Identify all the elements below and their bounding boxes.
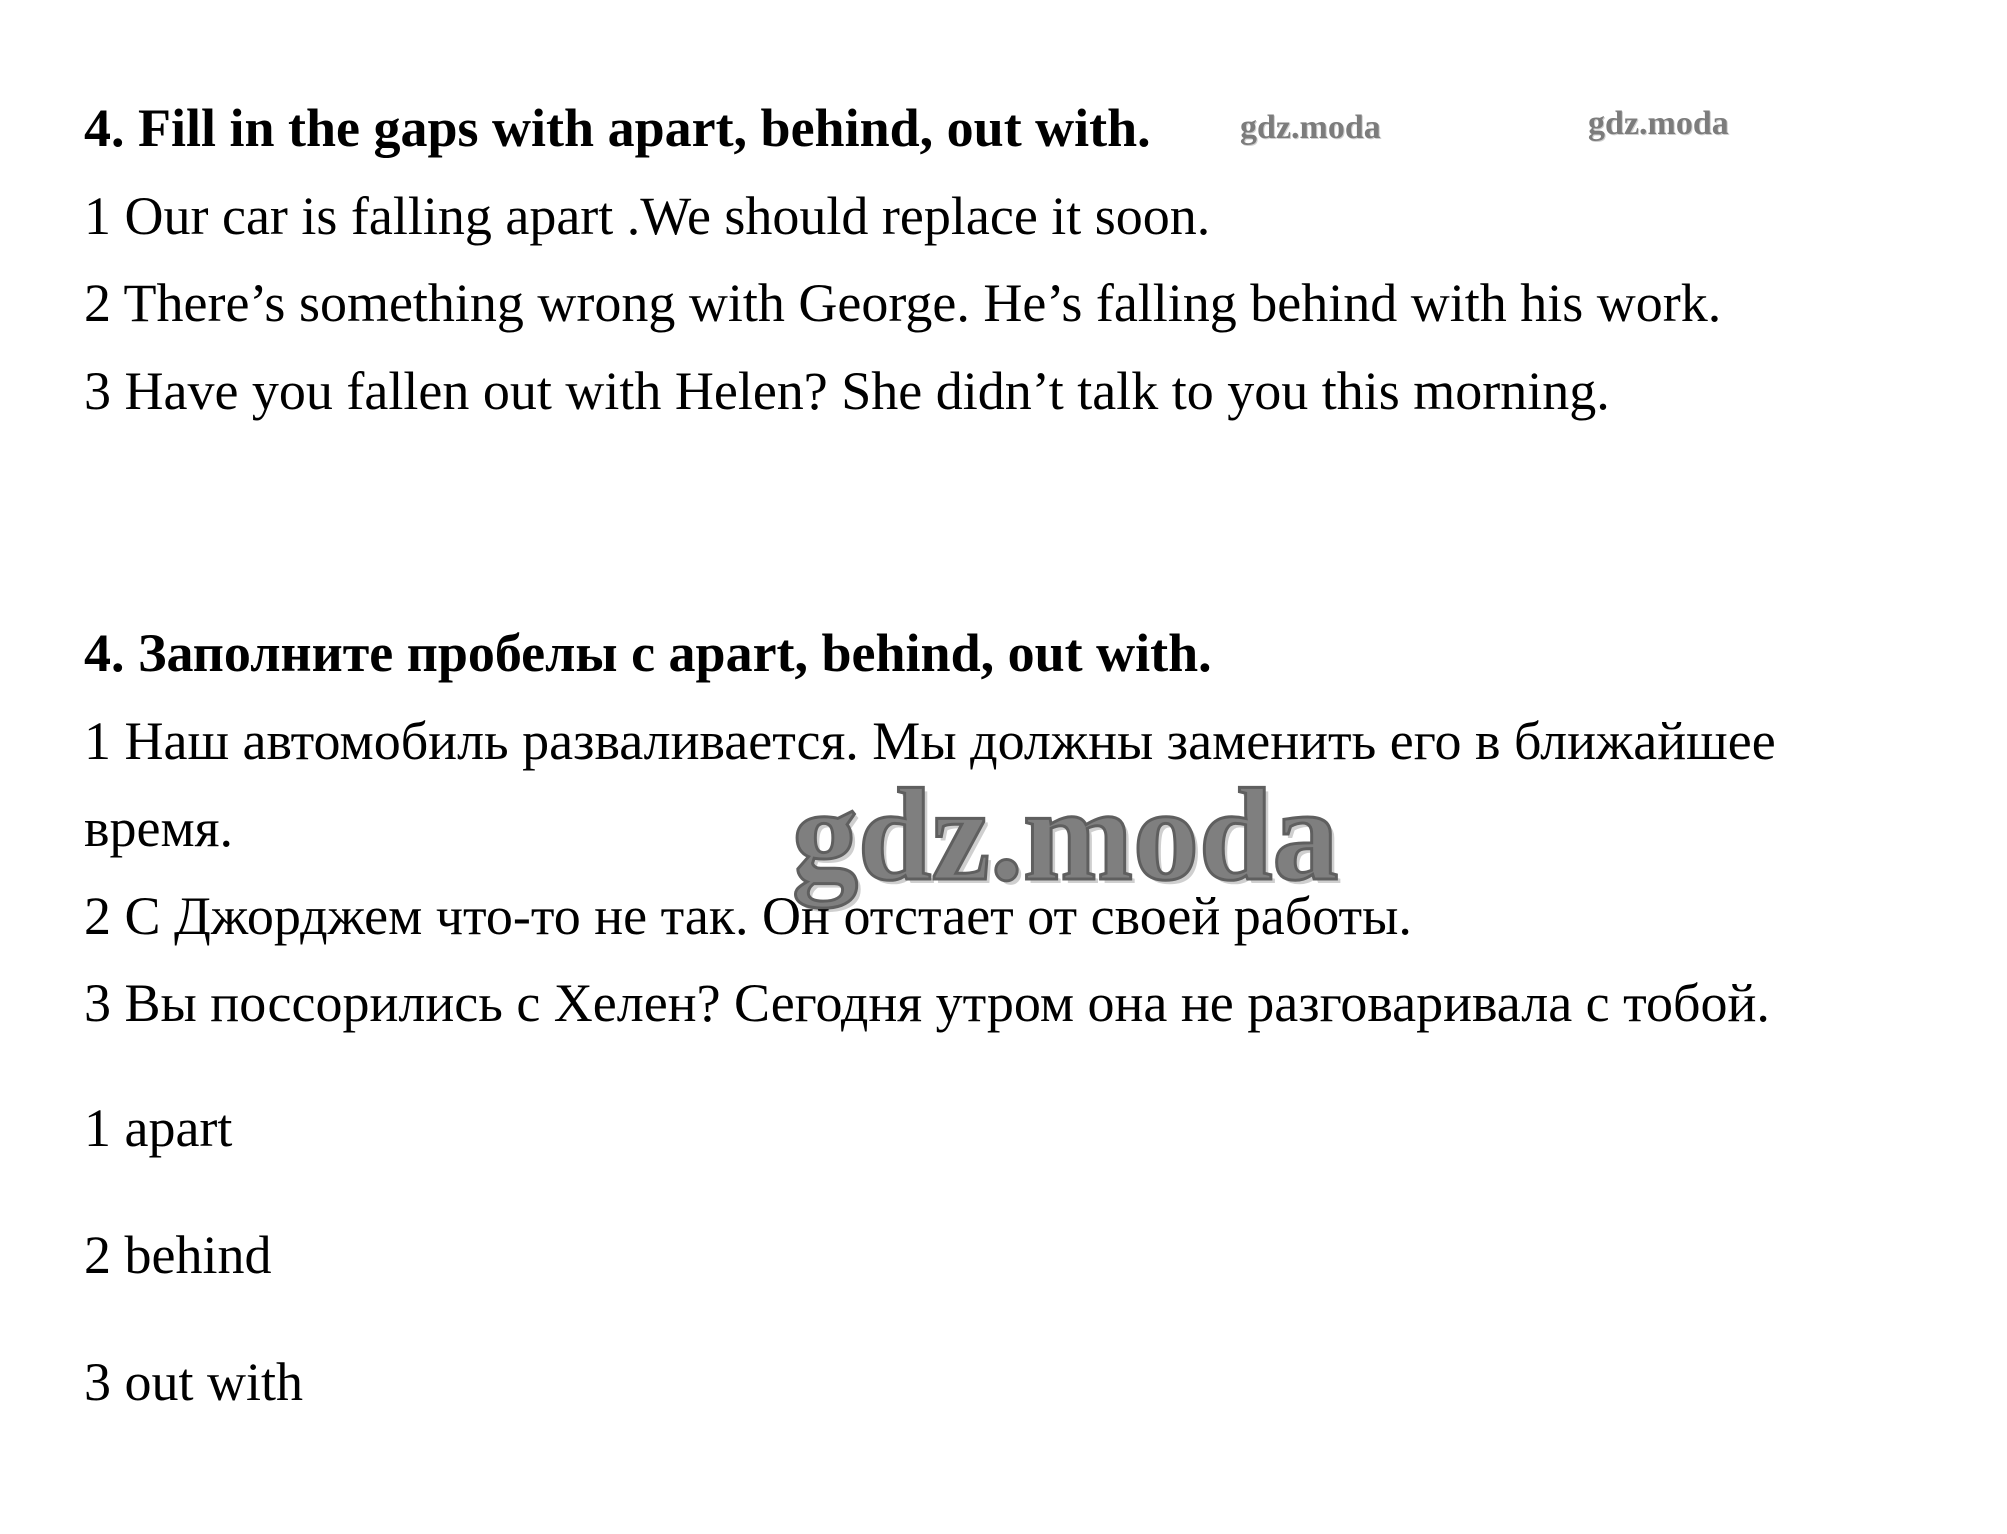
- english-sentence-2: 2 There’s something wrong with George. He’s falling behind with his work.: [84, 273, 1722, 333]
- russian-sentence-1-line-1: 1 Наш автомобиль разваливается. Мы должны заменить его в ближайшее: [84, 711, 1776, 771]
- russian-sentence-3: 3 Вы поссорились с Хелен? Сегодня утром она не разговаривала с тобой.: [84, 973, 1770, 1033]
- russian-sentence-2: 2 С Джорджем что-то не так. Он отстает от своей работы.: [84, 886, 1412, 946]
- watermark-center: gdz.moda: [792, 761, 1339, 908]
- watermark-top-right: gdz.moda: [1588, 105, 1729, 142]
- english-sentence-1: 1 Our car is falling apart .We should replace it soon.: [84, 186, 1211, 246]
- answer-3: 3 out with: [84, 1352, 304, 1412]
- answer-1: 1 apart: [84, 1098, 233, 1158]
- english-task-title: 4. Fill in the gaps with apart, behind, out with.: [84, 98, 1151, 158]
- watermark-top-left: gdz.moda: [1240, 109, 1381, 146]
- russian-sentence-1-line-2: время.: [84, 798, 233, 858]
- answer-2: 2 behind: [84, 1225, 272, 1285]
- russian-task-title: 4. Заполните пробелы с apart, behind, out with.: [84, 623, 1212, 683]
- english-sentence-3: 3 Have you fallen out with Helen? She didn’t talk to you this morning.: [84, 361, 1610, 421]
